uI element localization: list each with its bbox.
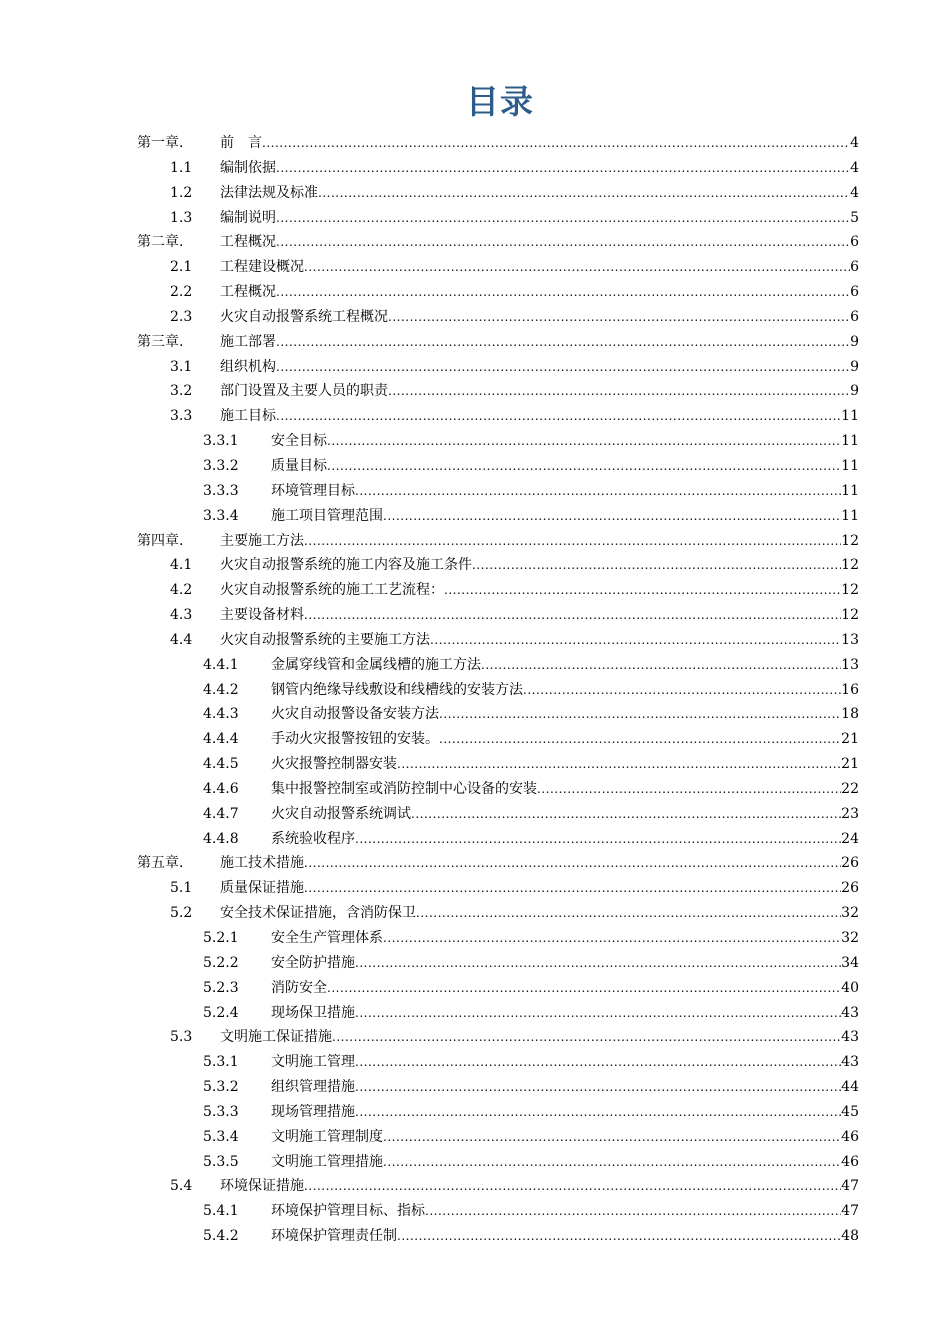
toc-entry-page-number: 9 [850, 383, 859, 400]
toc-entry-page-number: 9 [850, 358, 859, 375]
toc-entry-title[interactable]: 文明施工保证措施 [220, 1029, 332, 1046]
toc-entry-page-number: 43 [841, 1004, 859, 1021]
toc-entry[interactable] [0, 827, 950, 852]
toc-dot-leader [444, 578, 841, 603]
toc-entry-line [271, 1224, 859, 1249]
toc-dot-leader [355, 951, 841, 976]
toc-entry-line [220, 1025, 859, 1050]
toc-dot-leader [439, 727, 841, 752]
toc-entry-title[interactable]: 安全防护措施 [271, 954, 355, 971]
toc-entry-title[interactable]: 手动火灾报警按钮的安装。 [271, 731, 439, 748]
toc-dot-leader [276, 206, 850, 231]
toc-entry-page-number: 11 [841, 482, 859, 499]
toc-entry-page-number: 24 [841, 830, 859, 847]
toc-entry-line [220, 379, 859, 404]
toc-entry[interactable] [0, 1199, 950, 1224]
toc-entry-number: 2.1 [170, 259, 193, 276]
toc-entry[interactable] [0, 1050, 950, 1075]
toc-entry-page-number: 34 [841, 954, 859, 971]
toc-entry-title[interactable]: 工程建设概况 [220, 259, 304, 276]
toc-entry-number: 3.1 [170, 358, 193, 375]
toc-entry-number: 4.4.7 [203, 805, 239, 822]
toc-entry-line [271, 479, 859, 504]
toc-entry[interactable] [0, 379, 950, 404]
toc-entry[interactable] [0, 504, 950, 529]
toc-entry-number: 5.3.3 [203, 1103, 239, 1120]
toc-entry-line [220, 876, 859, 901]
toc-entry-number: 5.2 [170, 905, 193, 922]
toc-entry-number: 第一章. [137, 135, 184, 151]
toc-entry-title[interactable]: 环境管理目标 [271, 482, 355, 499]
toc-dot-leader [523, 678, 841, 703]
toc-entry[interactable] [0, 156, 950, 181]
toc-entry-line [220, 603, 859, 628]
toc-entry-page-number: 18 [841, 706, 859, 723]
toc-entry-number: 第三章. [137, 333, 184, 350]
toc-entry-page-number: 5 [850, 209, 859, 226]
toc-entry-title[interactable]: 文明施工管理制度 [271, 1128, 383, 1145]
toc-entry-title[interactable]: 环境保证措施 [220, 1178, 304, 1195]
toc-entry-page-number: 12 [841, 532, 859, 549]
toc-dot-leader [304, 851, 841, 876]
toc-entry-page-number: 12 [841, 557, 859, 574]
toc-entry-line [220, 404, 859, 429]
toc-entry-page-number: 9 [850, 333, 859, 350]
toc-entry-line [271, 926, 859, 951]
toc-entry-number: 4.4 [170, 631, 193, 648]
toc-entry-number: 5.2.2 [203, 954, 239, 971]
toc-entry[interactable] [0, 429, 950, 454]
toc-entry-line [271, 1125, 859, 1150]
toc-entry[interactable] [0, 678, 950, 703]
toc-entry-title[interactable]: 文明施工管理措施 [271, 1153, 383, 1170]
toc-entry-line [271, 1150, 859, 1175]
toc-entry-line [271, 1199, 859, 1224]
toc-entry-title[interactable]: 钢管内绝缘导线敷设和线槽线的安装方法 [271, 681, 523, 698]
toc-entry-page-number: 13 [841, 631, 859, 648]
toc-entry-number: 2.3 [170, 308, 193, 325]
toc-entry-line [220, 901, 859, 926]
toc-entry-title[interactable]: 现场管理措施 [271, 1103, 355, 1120]
toc-entry-title[interactable]: 金属穿线管和金属线槽的施工方法 [271, 656, 481, 673]
toc-entry-title[interactable]: 组织管理措施 [271, 1079, 355, 1096]
toc-dot-leader [537, 777, 841, 802]
toc-entry-line [220, 553, 859, 578]
toc-entry-line [220, 355, 859, 380]
toc-dot-leader [304, 255, 850, 280]
toc-entry[interactable] [0, 1125, 950, 1150]
toc-dot-leader [425, 1199, 841, 1224]
toc-entry[interactable] [0, 777, 950, 802]
toc-entry[interactable] [0, 901, 950, 926]
toc-entry-title[interactable]: 组织机构 [220, 358, 276, 375]
toc-entry-line [271, 1100, 859, 1125]
toc-entry[interactable] [0, 330, 950, 355]
toc-entry-line [271, 702, 859, 727]
toc-entry[interactable] [0, 1150, 950, 1175]
toc-entry[interactable] [0, 181, 950, 206]
toc-entry[interactable] [0, 727, 950, 752]
toc-entry-number: 3.3.2 [203, 457, 239, 474]
toc-entry-line [220, 628, 859, 653]
toc-entry-line [220, 578, 859, 603]
toc-entry-page-number: 6 [850, 259, 859, 276]
toc-entry-page-number: 43 [841, 1054, 859, 1071]
toc-entry-page-number: 43 [841, 1029, 859, 1046]
toc-entry-page-number: 16 [841, 681, 859, 698]
toc-entry-title[interactable]: 部门设置及主要人员的职责 [220, 383, 388, 400]
toc-entry-title[interactable]: 编制依据 [220, 159, 276, 176]
toc-entry-number: 5.3.2 [203, 1079, 239, 1096]
toc-entry-page-number: 12 [841, 607, 859, 624]
toc-entry-page-number: 44 [841, 1079, 859, 1096]
toc-dot-leader [262, 131, 850, 156]
toc-entry-title[interactable]: 质量目标 [271, 457, 327, 474]
toc-entry-title[interactable]: 环境保护管理责任制 [271, 1228, 397, 1245]
toc-title: 目录 [466, 82, 534, 121]
toc-entry-line [271, 1050, 859, 1075]
toc-entry-page-number: 6 [850, 308, 859, 325]
toc-entry-number: 4.4.3 [203, 706, 239, 723]
toc-entry-line [271, 752, 859, 777]
toc-entry-number: 4.4.8 [203, 830, 239, 847]
toc-entry-line [271, 827, 859, 852]
toc-entry-title[interactable]: 集中报警控制室或消防控制中心设备的安装 [271, 780, 537, 797]
toc-dot-leader [304, 603, 841, 628]
toc-entry-title[interactable]: 火灾自动报警系统的施工工艺流程： [220, 582, 444, 599]
toc-entry-line [220, 305, 859, 330]
toc-entry-number: 1.2 [170, 184, 193, 201]
toc-entry-page-number: 11 [841, 457, 859, 474]
toc-list [0, 131, 950, 1249]
toc-entry[interactable] [0, 951, 950, 976]
toc-entry-title[interactable]: 主要设备材料 [220, 607, 304, 624]
toc-entry[interactable] [0, 752, 950, 777]
toc-dot-leader [388, 305, 850, 330]
toc-dot-leader [355, 479, 841, 504]
toc-dot-leader [397, 752, 841, 777]
toc-entry-page-number: 23 [841, 805, 859, 822]
toc-dot-leader [332, 1025, 841, 1050]
toc-entry[interactable] [0, 1174, 950, 1199]
toc-entry-number: 第四章. [137, 532, 184, 549]
toc-entry-page-number: 21 [841, 731, 859, 748]
toc-entry[interactable] [0, 305, 950, 330]
toc-entry-number: 5.3.4 [203, 1128, 239, 1145]
toc-dot-leader [304, 529, 841, 554]
toc-entry-title[interactable]: 文明施工管理 [271, 1054, 355, 1071]
toc-entry-title[interactable]: 质量保证措施 [220, 880, 304, 897]
toc-entry-page-number: 11 [841, 408, 859, 425]
toc-entry-line [220, 255, 859, 280]
toc-entry-line [220, 1174, 859, 1199]
toc-entry-line [220, 156, 859, 181]
toc-entry-title[interactable]: 火灾自动报警设备安装方法 [271, 706, 439, 723]
toc-entry[interactable] [0, 355, 950, 380]
toc-dot-leader [481, 653, 841, 678]
toc-dot-leader [327, 454, 841, 479]
toc-entry-title[interactable]: 火灾报警控制器安装 [271, 756, 397, 773]
toc-entry-title[interactable]: 前 言 [220, 135, 262, 151]
toc-dot-leader [276, 355, 850, 380]
toc-dot-leader [383, 1125, 841, 1150]
toc-entry-number: 5.3 [170, 1029, 193, 1046]
toc-entry-number: 5.2.1 [203, 930, 239, 946]
toc-entry-number: 第五章. [137, 855, 184, 872]
toc-entry[interactable] [0, 802, 950, 827]
toc-entry-page-number: 6 [850, 234, 859, 251]
toc-dot-leader [383, 1150, 841, 1175]
toc-entry[interactable] [0, 1001, 950, 1026]
toc-entry-title[interactable]: 现场保卫措施 [271, 1004, 355, 1021]
toc-entry-number: 1.3 [170, 209, 193, 226]
toc-entry-line [271, 1075, 859, 1100]
toc-entry-line [220, 529, 859, 554]
toc-entry[interactable] [0, 702, 950, 727]
toc-entry-number: 2.2 [170, 284, 193, 301]
toc-entry-title[interactable]: 环境保护管理目标、指标 [271, 1203, 425, 1220]
toc-entry-page-number: 26 [841, 880, 859, 897]
toc-entry-number: 5.4 [170, 1178, 193, 1195]
toc-entry[interactable] [0, 976, 950, 1001]
toc-entry-number: 4.4.1 [203, 656, 239, 673]
toc-entry-title[interactable]: 消防安全 [271, 979, 327, 996]
toc-entry[interactable] [0, 851, 950, 876]
toc-entry[interactable] [0, 553, 950, 578]
toc-entry-line [271, 951, 859, 976]
toc-entry-page-number: 13 [841, 656, 859, 673]
toc-entry[interactable] [0, 1224, 950, 1249]
toc-dot-leader [388, 379, 850, 404]
toc-entry-page-number: 4 [850, 135, 859, 151]
toc-dot-leader [355, 1001, 841, 1026]
toc-entry-line [271, 504, 859, 529]
toc-dot-leader [439, 702, 841, 727]
toc-entry-number: 5.4.2 [203, 1228, 239, 1245]
toc-entry-page-number: 32 [841, 930, 859, 946]
toc-dot-leader [304, 876, 841, 901]
toc-entry-title[interactable]: 编制说明 [220, 209, 276, 226]
toc-entry-title[interactable]: 施工部署 [220, 333, 276, 350]
toc-entry-number: 5.3.1 [203, 1054, 239, 1071]
toc-entry-title[interactable]: 安全技术保证措施，含消防保卫 [220, 905, 416, 922]
toc-entry-line [271, 976, 859, 1001]
toc-entry-number: 5.4.1 [203, 1203, 239, 1220]
toc-entry[interactable] [0, 230, 950, 255]
toc-entry-number: 5.2.4 [203, 1004, 239, 1021]
toc-entry[interactable] [0, 1100, 950, 1125]
toc-entry-number: 4.4.2 [203, 681, 239, 698]
toc-entry-page-number: 46 [841, 1128, 859, 1145]
toc-entry-number: 第二章. [137, 234, 184, 251]
toc-dot-leader [276, 330, 850, 355]
toc-entry-page-number: 48 [841, 1228, 859, 1245]
toc-entry-title[interactable]: 工程概况 [220, 284, 276, 301]
toc-entry[interactable] [0, 876, 950, 901]
toc-entry-page-number: 40 [841, 979, 859, 996]
toc-entry-page-number: 4 [850, 184, 859, 201]
toc-dot-leader [318, 181, 850, 206]
toc-entry-number: 4.4.4 [203, 731, 239, 748]
toc-dot-leader [383, 926, 841, 951]
toc-entry-line [271, 678, 859, 703]
toc-entry-number: 5.2.3 [203, 979, 239, 996]
toc-entry-number: 3.2 [170, 383, 193, 400]
toc-dot-leader [327, 976, 841, 1001]
toc-entry-number: 4.3 [170, 607, 193, 624]
toc-entry-page-number: 21 [841, 756, 859, 773]
toc-entry[interactable] [0, 131, 950, 156]
toc-entry-number: 3.3 [170, 408, 193, 425]
toc-entry-title[interactable]: 火灾自动报警系统的施工内容及施工条件 [220, 557, 472, 574]
toc-dot-leader [276, 280, 850, 305]
toc-entry-title[interactable]: 工程概况 [220, 234, 276, 251]
toc-dot-leader [355, 1050, 841, 1075]
toc-entry-page-number: 22 [841, 780, 859, 797]
toc-entry[interactable] [0, 603, 950, 628]
toc-dot-leader [397, 1224, 841, 1249]
toc-entry-page-number: 32 [841, 905, 859, 922]
toc-entry-number: 3.3.3 [203, 482, 239, 499]
toc-entry-title[interactable]: 法律法规及标准 [220, 184, 318, 201]
toc-entry-line [271, 429, 859, 454]
toc-entry-page-number: 45 [841, 1103, 859, 1120]
toc-dot-leader [276, 404, 841, 429]
toc-entry-line [220, 280, 859, 305]
toc-entry-page-number: 11 [841, 433, 859, 450]
toc-entry[interactable] [0, 479, 950, 504]
toc-entry-line [271, 1001, 859, 1026]
toc-entry-title[interactable]: 火灾自动报警系统调试 [271, 805, 411, 822]
toc-dot-leader [276, 156, 850, 181]
toc-entry[interactable] [0, 454, 950, 479]
toc-entry-line [220, 851, 859, 876]
toc-entry[interactable] [0, 206, 950, 231]
toc-entry-page-number: 4 [850, 159, 859, 176]
toc-entry-page-number: 6 [850, 284, 859, 301]
toc-dot-leader [472, 553, 841, 578]
toc-entry[interactable] [0, 1075, 950, 1100]
toc-entry-page-number: 26 [841, 855, 859, 872]
toc-entry[interactable] [0, 1025, 950, 1050]
toc-entry-number: 4.4.6 [203, 780, 239, 797]
toc-entry-title[interactable]: 主要施工方法 [220, 532, 304, 549]
toc-entry-title[interactable]: 安全目标 [271, 433, 327, 450]
toc-dot-leader [355, 1100, 841, 1125]
toc-entry-number: 1.1 [170, 159, 193, 176]
toc-entry-line [220, 181, 859, 206]
toc-entry-title[interactable]: 施工目标 [220, 408, 276, 425]
toc-entry-title[interactable]: 系统验收程序 [271, 830, 355, 847]
toc-entry-line [220, 230, 859, 255]
toc-entry-number: 4.2 [170, 582, 193, 599]
toc-entry-title[interactable]: 安全生产管理体系 [271, 930, 383, 946]
toc-entry-number: 4.1 [170, 557, 193, 574]
toc-entry-number: 4.4.5 [203, 756, 239, 773]
toc-entry-title[interactable]: 火灾自动报警系统的主要施工方法 [220, 631, 430, 648]
toc-entry-number: 3.3.4 [203, 507, 239, 524]
toc-dot-leader [430, 628, 841, 653]
toc-dot-leader [355, 1075, 841, 1100]
toc-entry-number: 5.3.5 [203, 1153, 239, 1170]
toc-entry[interactable] [0, 404, 950, 429]
toc-entry-line [220, 330, 859, 355]
toc-dot-leader [276, 230, 850, 255]
toc-entry-page-number: 47 [841, 1178, 859, 1195]
toc-entry[interactable] [0, 529, 950, 554]
toc-entry-number: 3.3.1 [203, 433, 239, 450]
toc-entry[interactable] [0, 653, 950, 678]
toc-dot-leader [383, 504, 841, 529]
toc-entry-number: 5.1 [170, 880, 193, 897]
toc-entry[interactable] [0, 628, 950, 653]
toc-entry-page-number: 46 [841, 1153, 859, 1170]
toc-entry-page-number: 12 [841, 582, 859, 599]
toc-entry-page-number: 47 [841, 1203, 859, 1220]
toc-dot-leader [411, 802, 841, 827]
toc-entry[interactable] [0, 926, 950, 951]
toc-dot-leader [304, 1174, 841, 1199]
toc-entry-line [220, 206, 859, 231]
toc-entry-page-number: 11 [841, 507, 859, 524]
toc-entry-title[interactable]: 施工技术措施 [220, 855, 304, 872]
toc-entry-line [220, 131, 859, 156]
toc-entry-line [271, 653, 859, 678]
toc-entry-line [271, 802, 859, 827]
toc-entry[interactable] [0, 280, 950, 305]
toc-entry-line [271, 727, 859, 752]
toc-entry-line [271, 777, 859, 802]
toc-dot-leader [327, 429, 841, 454]
toc-entry-title[interactable]: 施工项目管理范围 [271, 507, 383, 524]
toc-dot-leader [355, 827, 841, 852]
toc-entry-title[interactable]: 火灾自动报警系统工程概况 [220, 308, 388, 325]
toc-entry[interactable] [0, 578, 950, 603]
toc-entry[interactable] [0, 255, 950, 280]
toc-dot-leader [416, 901, 841, 926]
toc-entry-line [271, 454, 859, 479]
